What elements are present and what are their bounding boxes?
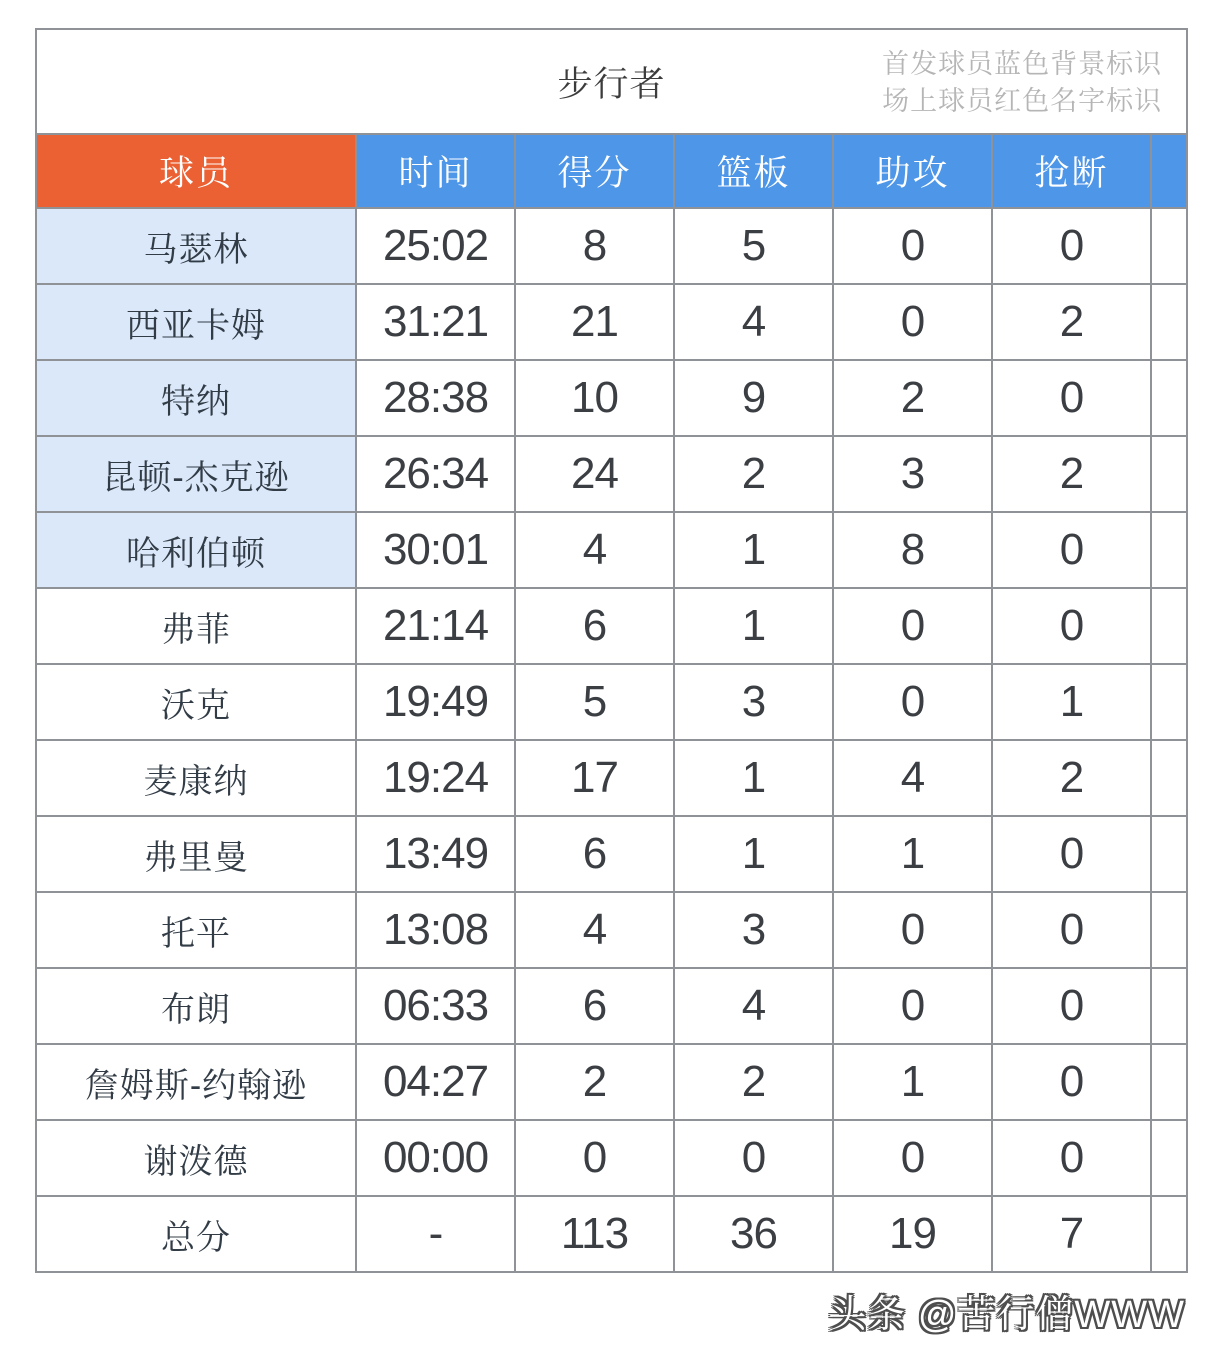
player-name: 西亚卡姆 <box>36 284 356 360</box>
team-title: 步行者 <box>557 64 666 104</box>
player-assists: 0 <box>833 968 992 1044</box>
player-steals: 0 <box>992 1044 1151 1120</box>
player-steals: 0 <box>992 588 1151 664</box>
player-rebounds: 1 <box>674 816 833 892</box>
player-rebounds: 4 <box>674 968 833 1044</box>
player-time: 00:00 <box>356 1120 515 1196</box>
player-rebounds: 5 <box>674 208 833 284</box>
player-points: 24 <box>515 436 674 512</box>
player-steals: 0 <box>992 968 1151 1044</box>
player-extra-cell <box>1151 360 1187 436</box>
player-assists: 3 <box>833 436 992 512</box>
player-rebounds: 1 <box>674 588 833 664</box>
player-extra-cell <box>1151 892 1187 968</box>
player-row <box>36 208 1187 284</box>
player-points: 2 <box>515 1044 674 1120</box>
player-points: 6 <box>515 588 674 664</box>
player-assists: 0 <box>833 664 992 740</box>
table-header-row <box>36 134 1187 208</box>
player-steals: 0 <box>992 360 1151 436</box>
player-extra-cell <box>1151 664 1187 740</box>
player-assists: 0 <box>833 1120 992 1196</box>
player-assists: 1 <box>833 1044 992 1120</box>
player-row <box>36 1120 1187 1196</box>
legend-note <box>882 46 1162 120</box>
player-time: 13:08 <box>356 892 515 968</box>
player-row <box>36 284 1187 360</box>
player-row <box>36 968 1187 1044</box>
player-rebounds: 4 <box>674 284 833 360</box>
player-rebounds: 2 <box>674 436 833 512</box>
player-name: 马瑟林 <box>36 208 356 284</box>
player-points: 4 <box>515 892 674 968</box>
player-name: 弗菲 <box>36 588 356 664</box>
player-points: 4 <box>515 512 674 588</box>
player-points: 8 <box>515 208 674 284</box>
player-extra-cell <box>1151 1044 1187 1120</box>
player-steals: 0 <box>992 816 1151 892</box>
player-time: 26:34 <box>356 436 515 512</box>
table-title-row <box>36 29 1187 134</box>
player-points: 0 <box>515 1120 674 1196</box>
column-header-time: 时间 <box>356 134 515 208</box>
player-name: 布朗 <box>36 968 356 1044</box>
player-extra-cell <box>1151 1196 1187 1272</box>
player-points: 6 <box>515 968 674 1044</box>
player-assists: 19 <box>833 1196 992 1272</box>
player-name: 哈利伯顿 <box>36 512 356 588</box>
player-time: - <box>356 1196 515 1272</box>
player-extra-cell <box>1151 1120 1187 1196</box>
column-header-steals: 抢断 <box>992 134 1151 208</box>
player-assists: 2 <box>833 360 992 436</box>
player-points: 10 <box>515 360 674 436</box>
column-header-points: 得分 <box>515 134 674 208</box>
player-rebounds: 1 <box>674 740 833 816</box>
player-steals: 7 <box>992 1196 1151 1272</box>
player-points: 21 <box>515 284 674 360</box>
player-rebounds: 3 <box>674 892 833 968</box>
player-assists: 0 <box>833 588 992 664</box>
player-points: 17 <box>515 740 674 816</box>
player-row <box>36 892 1187 968</box>
player-time: 21:14 <box>356 588 515 664</box>
player-assists: 4 <box>833 740 992 816</box>
player-rebounds: 0 <box>674 1120 833 1196</box>
player-time: 19:24 <box>356 740 515 816</box>
player-name: 托平 <box>36 892 356 968</box>
player-points: 6 <box>515 816 674 892</box>
column-header-assists: 助攻 <box>833 134 992 208</box>
player-steals: 1 <box>992 664 1151 740</box>
player-extra-cell <box>1151 284 1187 360</box>
player-row <box>36 512 1187 588</box>
player-extra-cell <box>1151 588 1187 664</box>
column-header-extra <box>1151 134 1187 208</box>
player-steals: 2 <box>992 284 1151 360</box>
player-assists: 1 <box>833 816 992 892</box>
player-row <box>36 816 1187 892</box>
player-extra-cell <box>1151 968 1187 1044</box>
player-time: 31:21 <box>356 284 515 360</box>
player-time: 06:33 <box>356 968 515 1044</box>
column-header-player: 球员 <box>36 134 356 208</box>
player-assists: 8 <box>833 512 992 588</box>
player-assists: 0 <box>833 892 992 968</box>
player-time: 19:49 <box>356 664 515 740</box>
player-name: 沃克 <box>36 664 356 740</box>
player-rebounds: 9 <box>674 360 833 436</box>
watermark: 头条 @苦行僧WWW <box>828 1294 1185 1336</box>
player-rebounds: 36 <box>674 1196 833 1272</box>
total-row <box>36 1196 1187 1272</box>
player-stats-table <box>35 28 1188 1273</box>
player-points: 5 <box>515 664 674 740</box>
total-label: 总分 <box>36 1196 356 1272</box>
player-name: 詹姆斯-约翰逊 <box>36 1044 356 1120</box>
player-extra-cell <box>1151 436 1187 512</box>
player-steals: 0 <box>992 208 1151 284</box>
legend-line-oncourt: 场上球员红色名字标识 <box>882 86 1163 116</box>
player-rebounds: 2 <box>674 1044 833 1120</box>
player-row <box>36 1044 1187 1120</box>
player-time: 28:38 <box>356 360 515 436</box>
player-extra-cell <box>1151 740 1187 816</box>
player-steals: 0 <box>992 1120 1151 1196</box>
player-row <box>36 436 1187 512</box>
player-name: 特纳 <box>36 360 356 436</box>
player-time: 25:02 <box>356 208 515 284</box>
player-rebounds: 1 <box>674 512 833 588</box>
player-points: 113 <box>515 1196 674 1272</box>
player-row <box>36 740 1187 816</box>
column-header-rebounds: 篮板 <box>674 134 833 208</box>
player-steals: 0 <box>992 892 1151 968</box>
player-row <box>36 588 1187 664</box>
player-steals: 2 <box>992 436 1151 512</box>
player-name: 麦康纳 <box>36 740 356 816</box>
title-cell <box>36 29 1187 134</box>
player-extra-cell <box>1151 512 1187 588</box>
player-row <box>36 664 1187 740</box>
player-steals: 0 <box>992 512 1151 588</box>
player-name: 谢泼德 <box>36 1120 356 1196</box>
player-assists: 0 <box>833 208 992 284</box>
legend-line-starters: 首发球员蓝色背景标识 <box>882 49 1163 79</box>
player-rebounds: 3 <box>674 664 833 740</box>
player-time: 13:49 <box>356 816 515 892</box>
player-steals: 2 <box>992 740 1151 816</box>
player-name: 弗里曼 <box>36 816 356 892</box>
player-extra-cell <box>1151 816 1187 892</box>
player-time: 04:27 <box>356 1044 515 1120</box>
player-assists: 0 <box>833 284 992 360</box>
player-name: 昆顿-杰克逊 <box>36 436 356 512</box>
player-time: 30:01 <box>356 512 515 588</box>
player-row <box>36 360 1187 436</box>
player-extra-cell <box>1151 208 1187 284</box>
